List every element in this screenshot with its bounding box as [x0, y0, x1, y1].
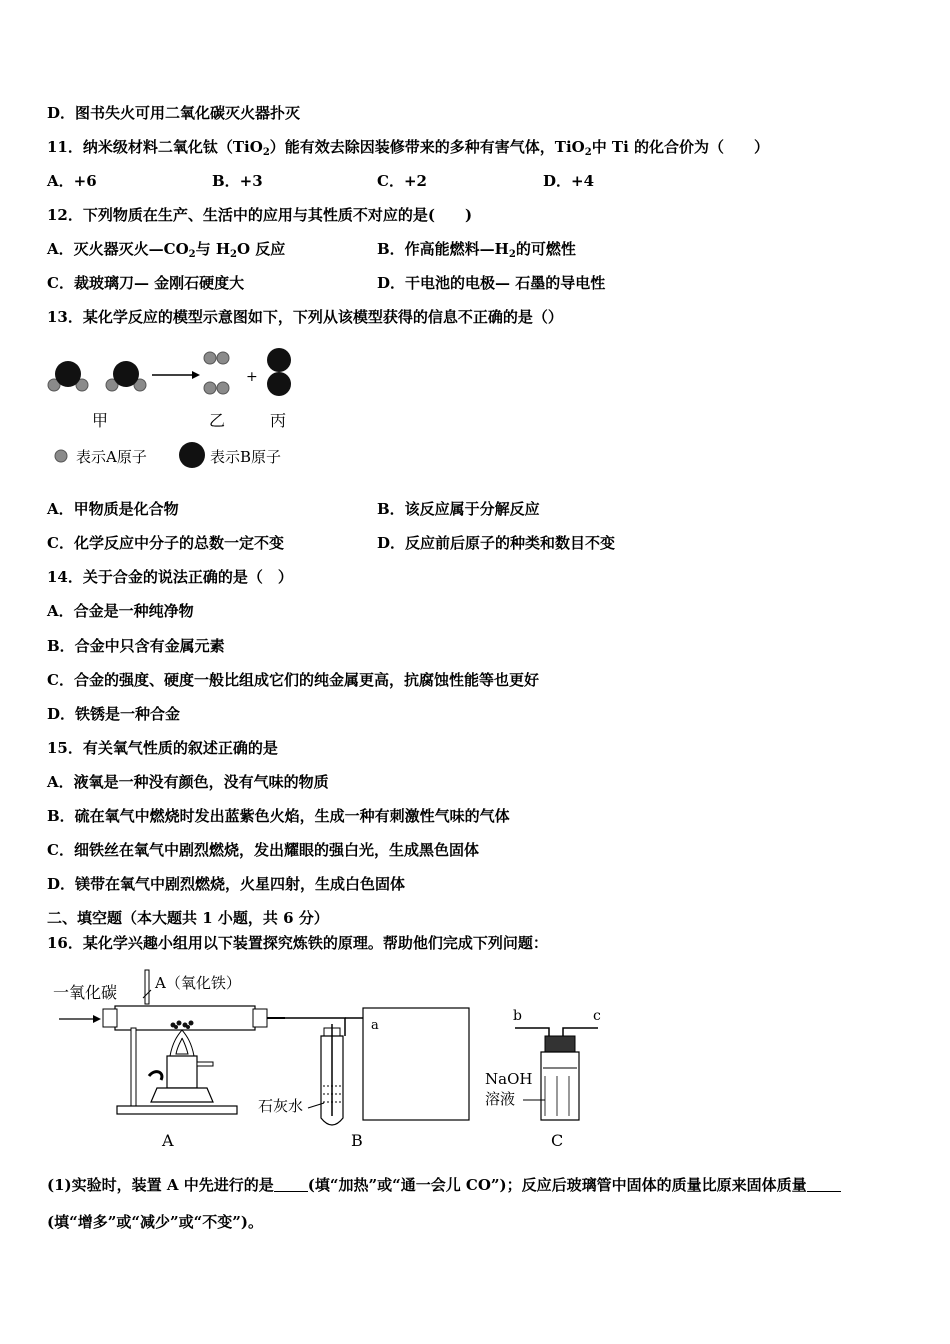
q12-option-c: C．裁玻璃刀— 金刚石硬度大 [47, 274, 245, 292]
q12-option-b: B．作高能燃料$—H_2$的可燃性 [377, 240, 576, 260]
molecule-jia-1 [48, 361, 88, 391]
q11-option-b: B．+3 [212, 172, 263, 190]
q15-option-d: D．镁带在氧气中剧烈燃烧，火星四射，生成白色固体 [47, 875, 406, 893]
q14-option-d: D．铁锈是一种合金 [47, 705, 181, 723]
label-bing: 丙 [270, 411, 287, 430]
label-a-small: a [371, 1018, 379, 1033]
reaction-tube [103, 1006, 285, 1030]
q12-stem: 12．下列物质在生产、生活中的应用与其性质不对应的是( ) [47, 206, 473, 224]
q11-option-d: D．+4 [543, 172, 595, 190]
q13-option-a: A．甲物质是化合物 [47, 500, 179, 518]
q11-stem: 11．纳米级材料二氧化钛（TiO$_2$）能有效去除因装修带来的多种有害气体，TiO$_2$中 Ti 的化合价为（ ） [47, 138, 769, 158]
section-heading: 二、填空题（本大题共 1 小题，共 6 分） [47, 909, 329, 927]
wash-bottle-c [513, 1008, 601, 1120]
q12-option-d: D．干电池的电极— 石墨的导电性 [377, 274, 606, 292]
q16-sub1-line1: (1)实验时，装置 A 中先进行的是 (填“加热”或“通一会儿 CO”)；反应后玻璃管中固体的质量比原来固体质量 [47, 1175, 841, 1195]
q15-option-c: C．细铁丝在氧气中剧烈燃烧，发出耀眼的强白光，生成黑色固体 [47, 841, 479, 859]
q15-stem: 15．有关氧气性质的叙述正确的是 [47, 739, 278, 757]
caption-c: C [551, 1131, 564, 1150]
solution-label: 溶液 [485, 1090, 516, 1108]
plus-sign: + [246, 369, 258, 385]
label-c-small: c [593, 1008, 601, 1024]
test-tube-b [321, 1024, 343, 1125]
naoh-label: NaOH [485, 1070, 533, 1088]
label-yi: 乙 [209, 411, 226, 430]
q11-option-c: C．+2 [377, 172, 427, 190]
limewater-label: 石灰水 [258, 1097, 304, 1115]
q14-option-c: C．合金的强度、硬度一般比组成它们的纯金属更高，抗腐蚀性能等也更好 [47, 671, 539, 689]
molecule-bing [267, 348, 291, 396]
burner-flame [170, 1030, 194, 1056]
legend-b-atom-icon [179, 442, 205, 468]
q10-option-d: D．图书失火可用二氧化碳灭火器扑灭 [47, 104, 301, 122]
legend-a-text: 表示A原子 [76, 448, 147, 466]
legend-b-text: 表示B原子 [210, 448, 282, 466]
molecule-yi [204, 352, 229, 394]
q14-option-b: B．合金中只含有金属元素 [47, 637, 225, 655]
molecule-jia-2 [106, 361, 146, 391]
label-jia: 甲 [92, 411, 109, 430]
q13-stem: 13．某化学反应的模型示意图如下，下列从该模型获得的信息不正确的是（） [47, 308, 563, 326]
q13-option-b: B．该反应属于分解反应 [377, 500, 540, 518]
q13-option-c: C．化学反应中分子的总数一定不变 [47, 534, 284, 552]
q14-stem: 14．关于合金的说法正确的是（ ） [47, 568, 293, 586]
q13-reaction-diagram [40, 340, 320, 475]
label-b-small: b [513, 1008, 522, 1024]
legend-a-atom-icon [55, 450, 67, 462]
q14-option-a: A．合金是一种纯净物 [47, 602, 194, 620]
q15-option-b: B．硫在氧气中燃烧时发出蓝紫色火焰，生成一种有刺激性气味的气体 [47, 807, 510, 825]
caption-a: A [162, 1131, 174, 1150]
caption-b: B [351, 1131, 363, 1150]
answer-blank-1[interactable] [274, 1176, 308, 1192]
q12-option-a: A．灭火器灭火$—CO_2$与 $H_2O$ 反应 [47, 240, 286, 260]
q16-sub1-line2: (填“增多”或“减少”或“不变”)。 [47, 1213, 263, 1231]
q13-option-d: D．反应前后原子的种类和数目不变 [377, 534, 616, 552]
q16-apparatus-diagram [45, 968, 625, 1158]
q15-option-a: A．液氧是一种没有颜色，没有气味的物质 [47, 773, 329, 791]
co-label: 一氧化碳 [53, 983, 118, 1002]
answer-blank-2[interactable] [807, 1176, 841, 1192]
co-inlet-arrow [59, 1015, 101, 1023]
q16-stem: 16．某化学兴趣小组用以下装置探究炼铁的原理。帮助他们完成下列问题： [47, 934, 548, 952]
a-iron-oxide-label: A（氧化铁） [155, 974, 241, 992]
q11-option-a: A．+6 [47, 172, 97, 190]
answer-box [363, 1008, 469, 1120]
reaction-arrow [152, 371, 200, 379]
